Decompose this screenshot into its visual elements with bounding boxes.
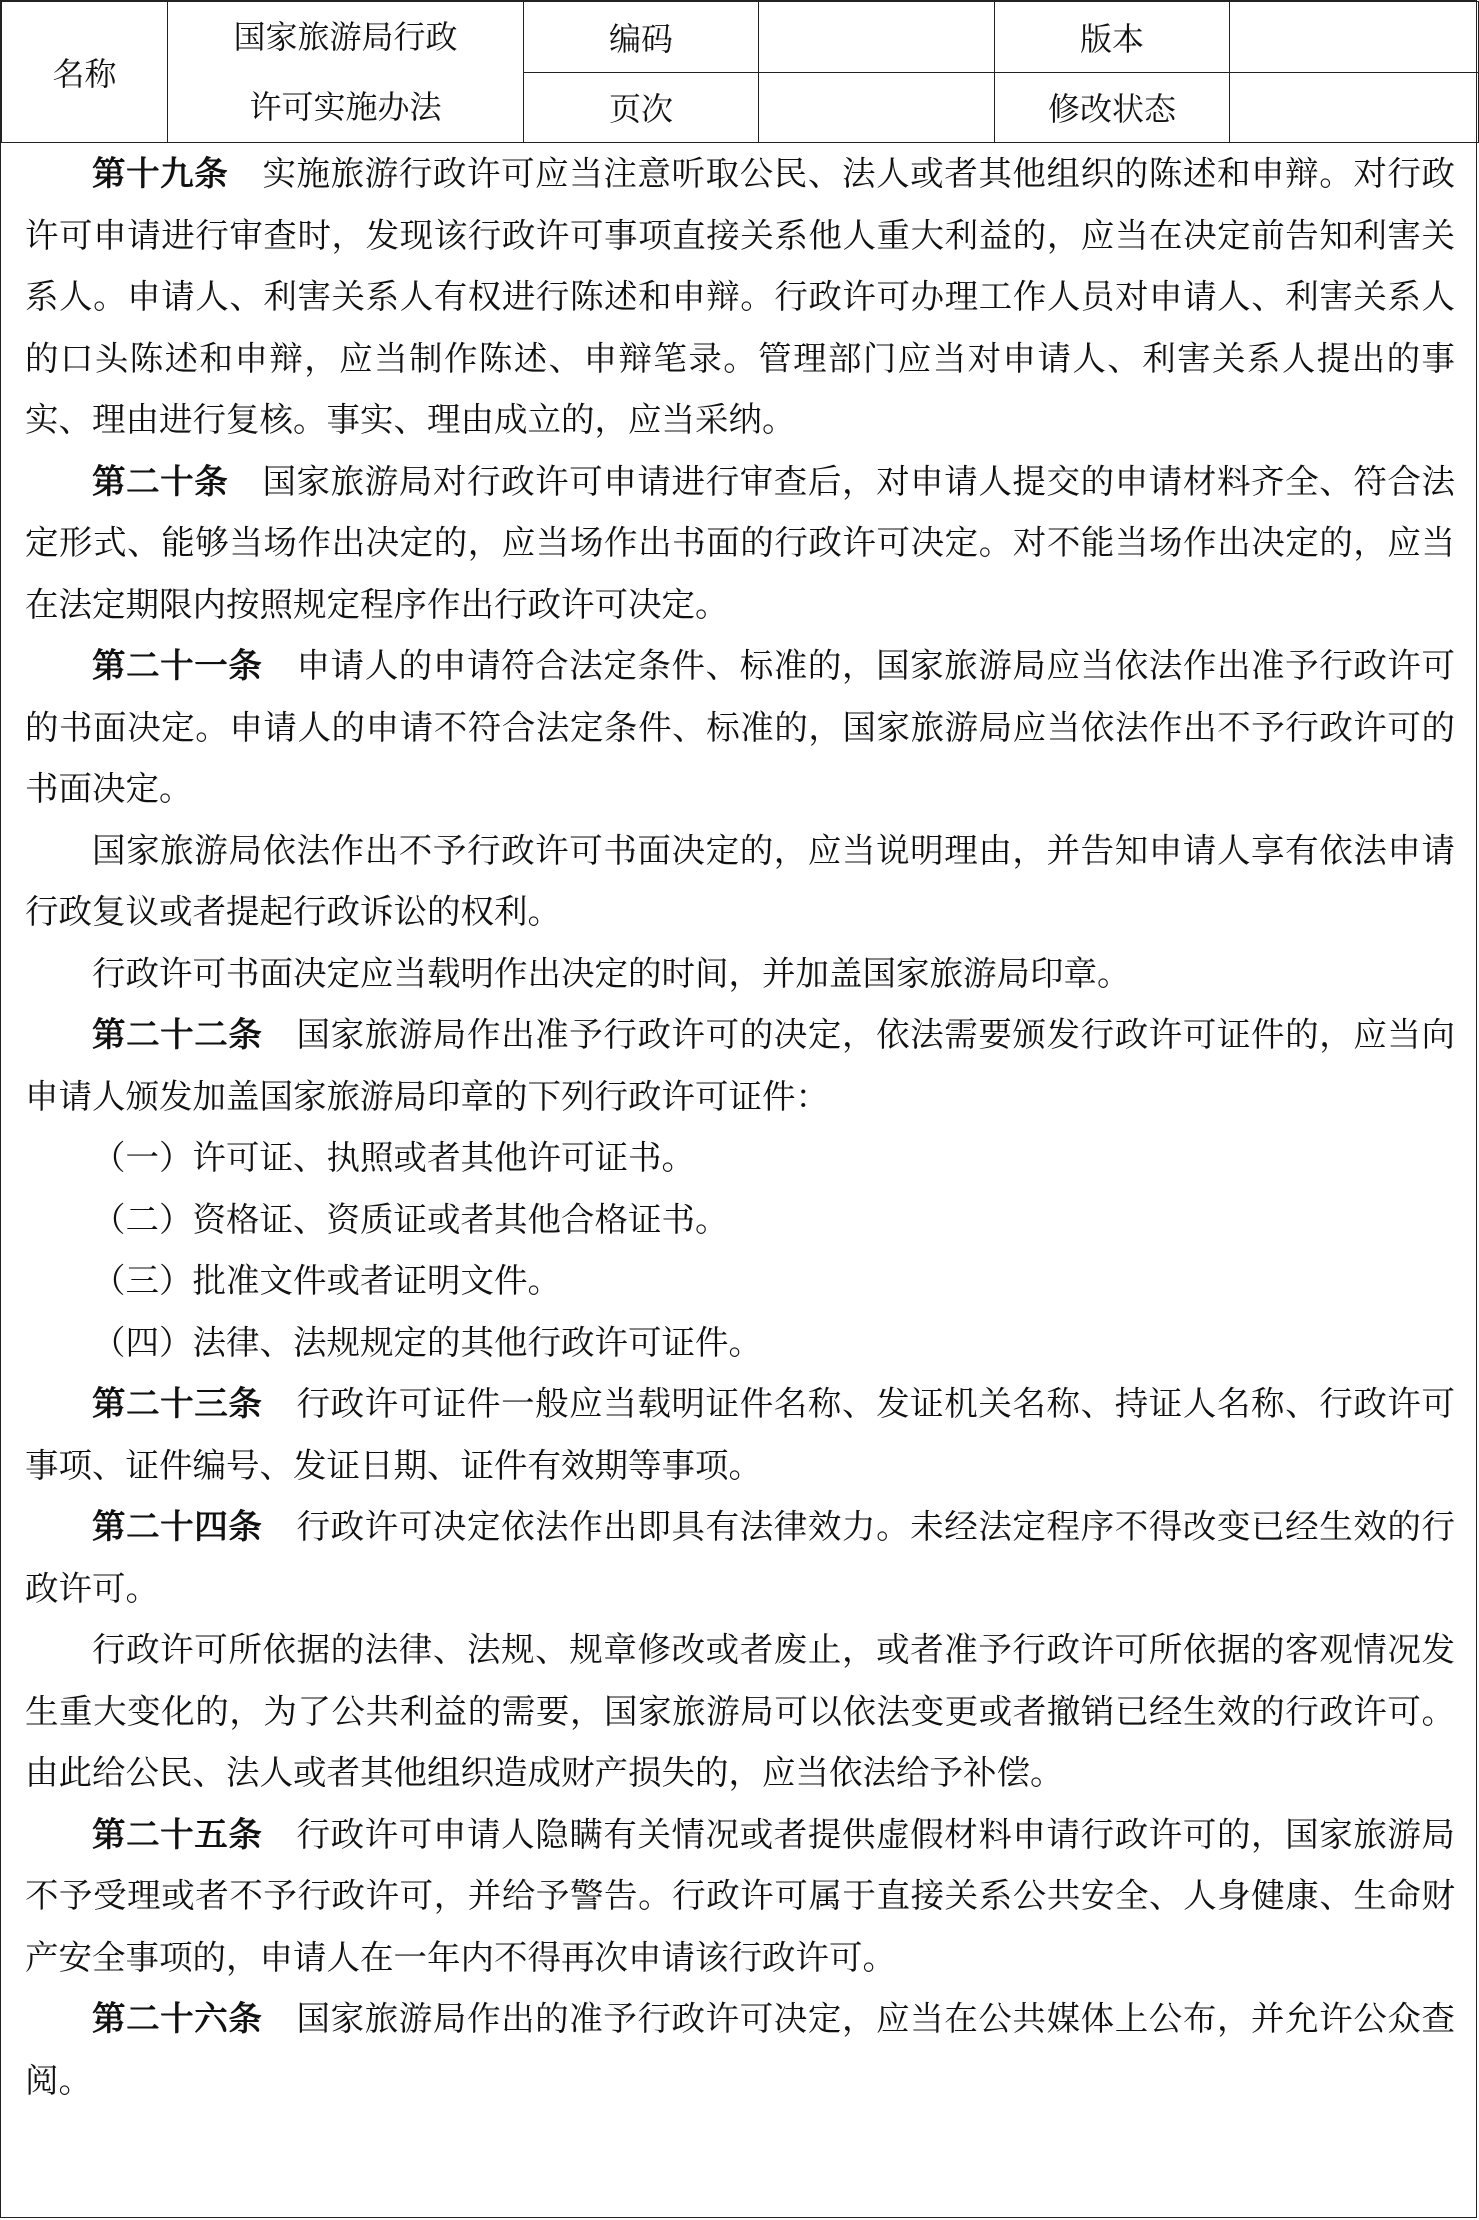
paragraph-text: 国家旅游局作出准予行政许可的决定，依法需要颁发行政许可证件的，应当向申请人颁发加盖国家旅游局印章的下列行政许可证件： [25, 1015, 1456, 1116]
paragraph [25, 143, 1455, 451]
paragraph [25, 1619, 1455, 1804]
name-label: 名称 [2, 2, 168, 143]
version-label: 版本 [995, 2, 1230, 73]
page-label: 页次 [524, 72, 759, 143]
paragraph [25, 1804, 1455, 1989]
paragraph-text: 行政许可所依据的法律、法规、规章修改或者废止，或者准予行政许可所依据的客观情况发生重大变化的，为了公共利益的需要，国家旅游局可以依法变更或者撤销已经生效的行政许可。由此给公民、法人或者其他组织造成财产损失的，应当依法给予补偿。 [25, 1630, 1455, 1792]
paragraph [25, 451, 1455, 636]
paragraph [25, 1496, 1455, 1619]
paragraph-text: 申请人的申请符合法定条件、标准的，国家旅游局应当依法作出准予行政许可的书面决定。申请人的申请不符合法定条件、标准的，国家旅游局应当依法作出不予行政许可的书面决定。 [25, 646, 1456, 808]
header-table [1, 1, 1479, 143]
article-heading: 第二十一条 [92, 646, 263, 685]
document-title-line2: 许可实施办法 [249, 88, 442, 126]
list-item [25, 1312, 1455, 1374]
paragraph [25, 943, 1455, 1005]
paragraph-text: （四）法律、法规规定的其他行政许可证件。 [92, 1322, 762, 1362]
version-value [1230, 2, 1479, 73]
code-label: 编码 [524, 2, 759, 73]
paragraph [25, 1373, 1455, 1496]
paragraph-text: 国家旅游局依法作出不予行政许可书面决定的，应当说明理由，并告知申请人享有依法申请行政复议或者提起行政诉讼的权利。 [25, 830, 1455, 931]
article-heading: 第二十三条 [92, 1384, 263, 1423]
paragraph [25, 635, 1455, 820]
paragraph-text: 行政许可申请人隐瞒有关情况或者提供虚假材料申请行政许可的，国家旅游局不予受理或者不予行政许可，并给予警告。行政许可属于直接关系公共安全、人身健康、生命财产安全事项的，申请人在一年内不得再次申请该行政许可。 [25, 1814, 1456, 1977]
paragraph [25, 820, 1455, 943]
article-heading: 第二十四条 [92, 1507, 263, 1546]
document-title-line1: 国家旅游局行政 [233, 18, 458, 56]
paragraph-text: 行政许可证件一般应当载明证件名称、发证机关名称、持证人名称、行政许可事项、证件编号、发证日期、证件有效期等事项。 [25, 1384, 1456, 1485]
paragraph-text: 行政许可决定依法作出即具有法律效力。未经法定程序不得改变已经生效的行政许可。 [25, 1507, 1456, 1608]
paragraph-text: 国家旅游局对行政许可申请进行审查后，对申请人提交的申请材料齐全、符合法定形式、能够当场作出决定的，应当场作出书面的行政许可决定。对不能当场作出决定的，应当在法定期限内按照规定程序作出行政许可决定。 [25, 461, 1455, 624]
list-item [25, 1189, 1455, 1251]
article-heading: 第二十二条 [92, 1015, 263, 1054]
paragraph-text: 行政许可书面决定应当载明作出决定的时间，并加盖国家旅游局印章。 [92, 953, 1131, 993]
paragraph-text: （三）批准文件或者证明文件。 [92, 1261, 561, 1300]
page-value [759, 72, 995, 143]
paragraph [25, 1988, 1455, 2111]
document-title [168, 2, 524, 143]
document-body [25, 143, 1455, 2111]
paragraph-text: 实施旅游行政许可应当注意听取公民、法人或者其他组织的陈述和申辩。对行政许可申请进行审查时，发现该行政许可事项直接关系他人重大利益的，应当在决定前告知利害关系人。申请人、利害关系人有权进行陈述和申辩。行政许可办理工作人员对申请人、利害关系人的口头陈述和申辩，应当制作陈述、申辩笔录。管理部门应当对申请人、利害关系人提出的事实、理由进行复核。事实、理由成立的，应当采纳。 [25, 154, 1455, 439]
revision-label: 修改状态 [995, 72, 1230, 143]
list-item [25, 1127, 1455, 1189]
article-heading: 第二十六条 [92, 1999, 263, 2038]
article-heading: 第二十条 [92, 461, 229, 501]
list-item [25, 1250, 1455, 1312]
paragraph-text: （一）许可证、执照或者其他许可证书。 [92, 1138, 695, 1177]
revision-value [1230, 72, 1479, 143]
paragraph-text: （二）资格证、资质证或者其他合格证书。 [92, 1199, 729, 1239]
article-heading: 第十九条 [92, 154, 229, 193]
paragraph-text: 国家旅游局作出的准予行政许可决定，应当在公共媒体上公布，并允许公众查阅。 [25, 1999, 1456, 2100]
article-heading: 第二十五条 [92, 1814, 263, 1854]
paragraph [25, 1004, 1455, 1127]
code-value [759, 2, 995, 73]
